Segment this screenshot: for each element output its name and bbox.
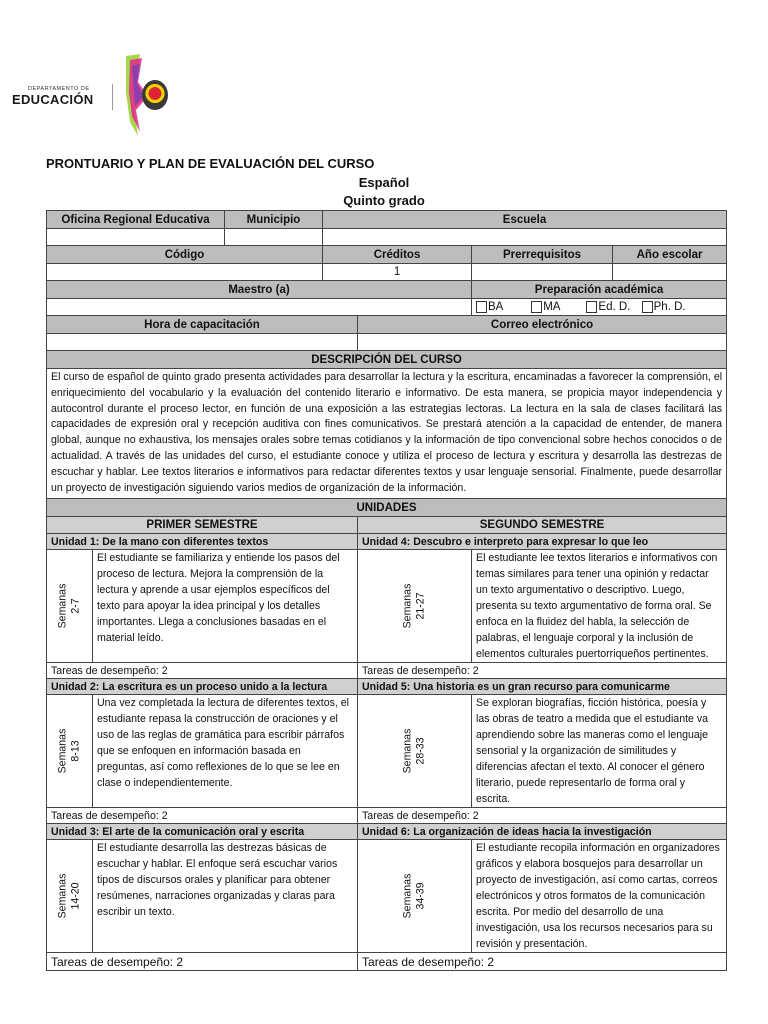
unit-3-tareas: Tareas de desempeño: 2 (47, 953, 358, 971)
codigo-label: Código (47, 246, 323, 264)
logo-divider (112, 84, 113, 110)
prep-option-phd[interactable]: Ph. D. (642, 301, 694, 313)
description-heading: DESCRIPCIÓN DEL CURSO (47, 351, 727, 369)
seal-icon (142, 80, 168, 110)
preparacion-label: Preparación académica (472, 281, 727, 299)
unit-6-body: El estudiante recopila información en organizadores gráficos y elabora bosquejos para desarrollar un proyecto de investigación, así como cartas, correos electrónicos y otros formatos de la comunicación escrita. Por medio del desarrollo de una investigación, usa los recursos necesarios para su revisión y presentación. (472, 840, 727, 953)
unit-2-tareas: Tareas de desempeño: 2 (47, 808, 358, 824)
unit-5-tareas: Tareas de desempeño: 2 (358, 808, 727, 824)
maestro-field[interactable] (47, 299, 472, 316)
preparacion-options (472, 299, 727, 316)
prerrequisitos-field[interactable] (472, 264, 613, 281)
maestro-label: Maestro (a) (47, 281, 472, 299)
checkbox-icon[interactable] (642, 301, 653, 313)
hora-label: Hora de capacitación (47, 316, 358, 334)
units-heading: UNIDADES (47, 499, 727, 517)
unit-1-tareas: Tareas de desempeño: 2 (47, 663, 358, 679)
creditos-value: 1 (323, 264, 472, 281)
prep-option-ba[interactable]: BA (476, 301, 528, 313)
unit-5-weeks: Semanas 28-33 (358, 695, 472, 808)
grade-title: Quinto grado (343, 193, 425, 208)
unit-4-title: Unidad 4: Descubro e interpreto para expresar lo que leo (358, 534, 727, 550)
unit-6-tareas: Tareas de desempeño: 2 (358, 953, 727, 971)
escuela-label: Escuela (323, 211, 727, 229)
unit-4-weeks: Semanas 21-27 (358, 550, 472, 663)
unit-3-title: Unidad 3: El arte de la comunicación oral y escrita (47, 824, 358, 840)
oficina-field[interactable] (47, 229, 225, 246)
prep-option-edd[interactable]: Ed. D. (586, 301, 638, 313)
correo-field[interactable] (358, 334, 727, 351)
unit-1-body: El estudiante se familiariza y entiende los pasos del proceso de lectura. Mejora la comprensión de la lectura y aprende a usar ejemplos específicos del texto para apoyar la idea principal y los detalles importantes. Llega a conclusiones basadas en el material leído. (93, 550, 358, 663)
codigo-field[interactable] (47, 264, 323, 281)
creditos-label: Créditos (323, 246, 472, 264)
ano-escolar-field[interactable] (613, 264, 727, 281)
checkbox-icon[interactable] (531, 301, 542, 313)
correo-label: Correo electrónico (358, 316, 727, 334)
ano-escolar-label: Año escolar (613, 246, 727, 264)
unit-2-title: Unidad 2: La escritura es un proceso unido a la lectura (47, 679, 358, 695)
unit-1-title: Unidad 1: De la mano con diferentes textos (47, 534, 358, 550)
subject-title: Español (358, 175, 410, 190)
oficina-label: Oficina Regional Educativa (47, 211, 225, 229)
unit-5-title: Unidad 5: Una historia es un gran recurso para comunicarme (358, 679, 727, 695)
unit-4-tareas: Tareas de desempeño: 2 (358, 663, 727, 679)
description-text: El curso de español de quinto grado presenta actividades para desarrollar la lectura y la escritura, encaminadas a favorecer la comprensión, el enriquecimiento del vocabulario y la evaluación del contenido literario e informativo. De esta manera, se propicia mayor independencia y autocontrol durante el proceso lector, en función de una exposición a las estrategias lectoras. La lectura en la sala de clases facilitará las capacidades de expresión oral y recepción auditiva con fines comunicativos. Se prestará atención a la capacidad de entender, de manera global, aunque no exhaustiva, los mensajes orales sobre temas cotidianos y la información de tipo convencional sobre hechos conocidos o de actualidad. A través de las unidades del curso, el estudiante conoce y utiliza el proceso de lectura y escritura y desarrolla las destrezas de escuchar y hablar. Lee textos literarios e informativos para redactar diferentes textos y usar lenguaje sensorial. Finalmente, puede desarrollar un proyecto de investigación siguiendo varios medios de organización de la información. (47, 369, 727, 499)
prerrequisitos-label: Prerrequisitos (472, 246, 613, 264)
unit-4-body: El estudiante lee textos literarios e informativos con temas similares para tener una opinión y redactar un texto argumentativo o descriptivo. Luego, presenta su texto argumentativo de forma oral. Se enfoca en la fluidez del habla, la selección de palabras, el lenguaje corporal y la inclusión de elementos culturales puertorriqueños pertinentes. (472, 550, 727, 663)
checkbox-icon[interactable] (476, 301, 487, 313)
hora-field[interactable] (47, 334, 358, 351)
first-semester-heading: PRIMER SEMESTRE (47, 517, 358, 534)
prep-option-ma[interactable]: MA (531, 301, 583, 313)
municipio-field[interactable] (225, 229, 323, 246)
unit-3-body: El estudiante desarrolla las destrezas básicas de escuchar y hablar. El enfoque será escuchar varios tipos de discursos orales y planificar para obtener resúmenes, narraciones organizadas y claras para escribir un texto. (93, 840, 358, 953)
document-title: PRONTUARIO Y PLAN DE EVALUACIÓN DEL CURSO (46, 156, 375, 171)
unit-6-title: Unidad 6: La organización de ideas hacia la investigación (358, 824, 727, 840)
logo-dept-small: DEPARTAMENTO DE (28, 86, 90, 92)
unit-5-body: Se exploran biografías, ficción histórica, poesía y las obras de teatro a medida que el estudiante va aprendiendo sobre las maneras como el lenguaje sensorial y la organización de similitudes y diferencias afectan el texto. Al conocer el género literario, puede representarlo de forma oral y escrita. (472, 695, 727, 808)
course-plan-table (46, 210, 727, 971)
unit-2-weeks: Semanas 8-13 (47, 695, 93, 808)
second-semester-heading: SEGUNDO SEMESTRE (358, 517, 727, 534)
unit-2-body: Una vez completada la lectura de diferentes textos, el estudiante repasa la construcción de oraciones y el uso de las reglas de gramática para escribir párrafos que se enfoquen en información basada en preguntas, así como reflexiones de lo que se lee en clase o independientemente. (93, 695, 358, 808)
checkbox-icon[interactable] (586, 301, 597, 313)
unit-6-weeks: Semanas 34-39 (358, 840, 472, 953)
unit-3-weeks: Semanas 14-20 (47, 840, 93, 953)
municipio-label: Municipio (225, 211, 323, 229)
escuela-field[interactable] (323, 229, 727, 246)
logo-dept-big: EDUCACIÓN (12, 92, 94, 107)
unit-1-weeks: Semanas 2-7 (47, 550, 93, 663)
